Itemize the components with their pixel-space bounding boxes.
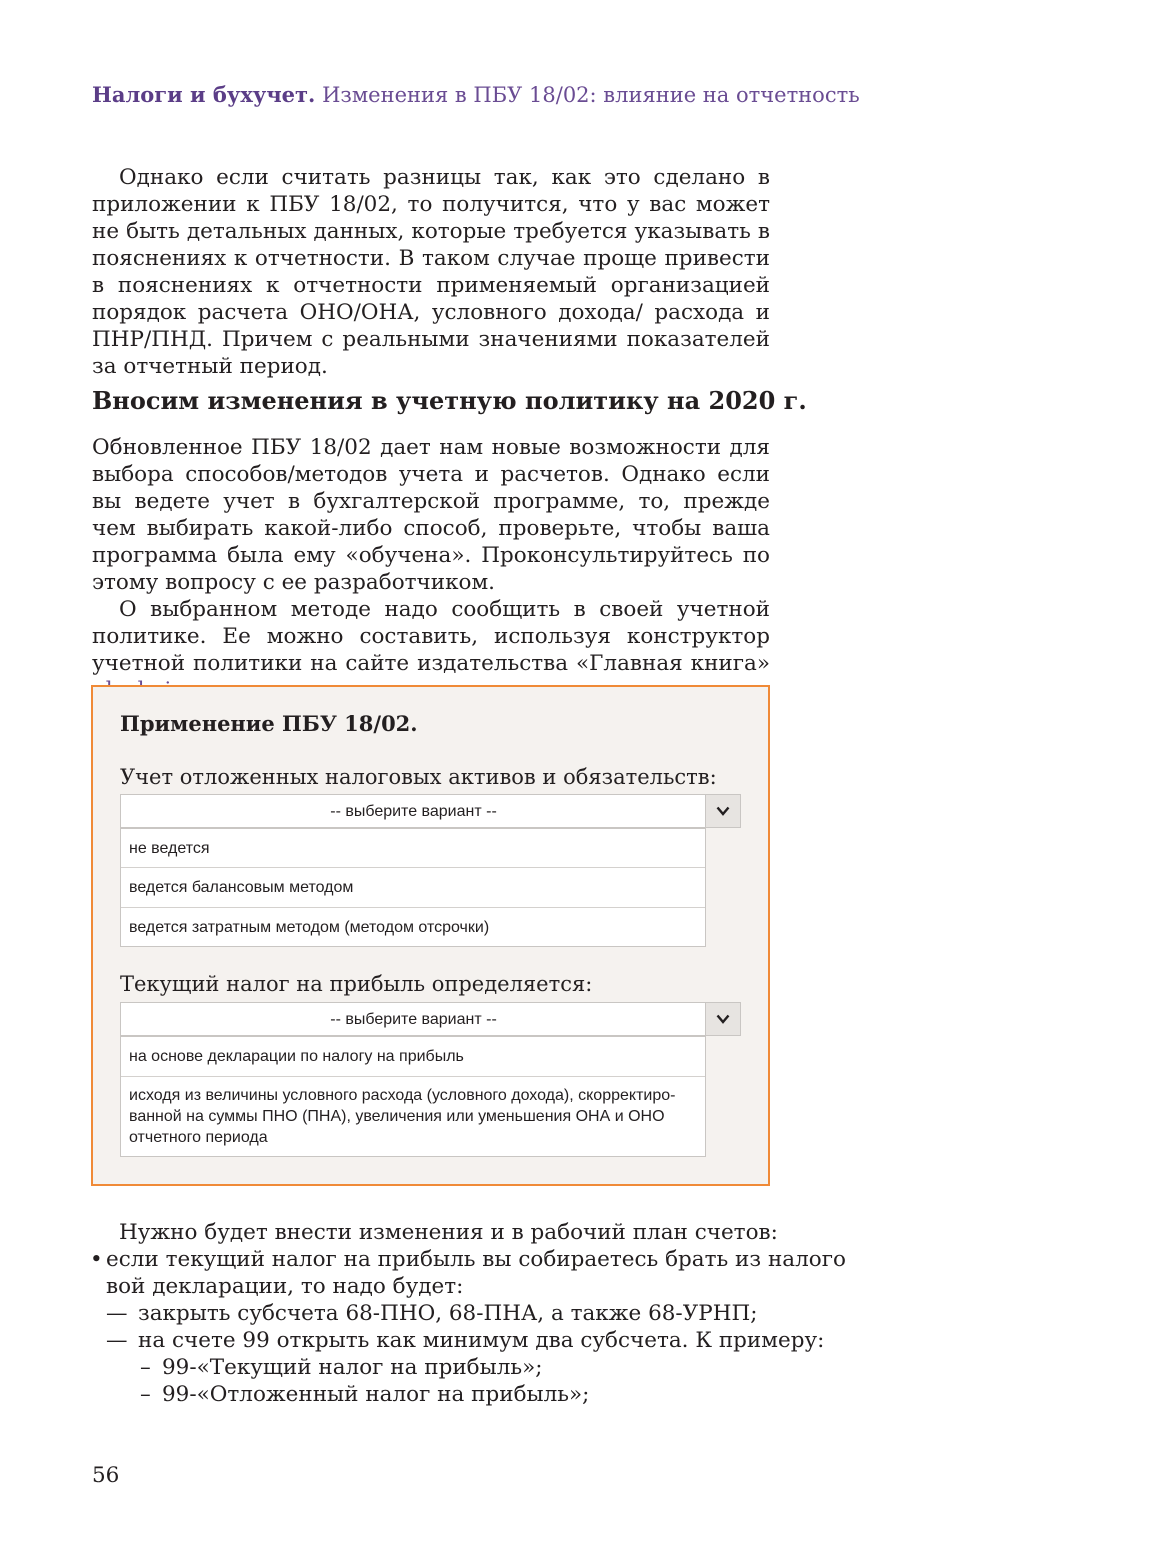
select-placeholder: -- выберите вариант --: [330, 803, 497, 820]
list-item-text: 99-«Отложенный налог на прибыль»;: [162, 1382, 590, 1407]
list-item-text: если текущий налог на прибыль вы собираетесь брать из налого: [106, 1247, 846, 1272]
running-head-title: Изменения в ПБУ 18/02: влияние на отчетность: [322, 83, 860, 107]
field2-label: Текущий налог на прибыль определяется:: [120, 972, 593, 996]
en-dash-marker: –: [140, 1355, 151, 1380]
running-head: [92, 82, 860, 107]
paragraph-text: О выбранном методе надо сообщить в своей учетной политике. Ее можно составить, используя конструктор учетной политики на сайте издательства «Главная книга»: [92, 597, 770, 676]
list-item-continuation: вой декларации, то надо будет:: [106, 1274, 464, 1299]
page-number: 56: [92, 1463, 120, 1488]
deferred-tax-options: [120, 828, 706, 947]
option-item[interactable]: на основе декларации по налогу на прибыль: [129, 1048, 464, 1065]
sub-list-item: [92, 1381, 770, 1408]
option-item[interactable]: не ведется: [129, 839, 210, 857]
chevron-down-icon: [716, 1014, 730, 1024]
list-item-text: 99-«Текущий налог на прибыль»;: [162, 1355, 543, 1380]
list-item: [92, 1300, 770, 1327]
pbu-form-panel: [91, 685, 770, 1186]
dash-marker: —: [106, 1328, 128, 1353]
list-item: [92, 1327, 825, 1354]
option-item[interactable]: ведется балансовым методом: [121, 867, 705, 907]
policy-paragraphs: [92, 434, 770, 704]
section-heading: Вносим изменения в учетную политику на 2020 г.: [92, 386, 807, 415]
intro-paragraph: [92, 164, 770, 380]
current-tax-options: [120, 1036, 706, 1157]
sub-list-item: [92, 1354, 770, 1381]
list-item-text: закрыть субсчета 68-ПНО, 68-ПНА, а также 68-УРНП;: [138, 1301, 758, 1326]
running-head-section: Налоги и бухучет.: [92, 82, 316, 107]
en-dash-marker: –: [140, 1382, 151, 1407]
option-item[interactable]: исходя из величины условного расхода (условного дохода), скорректированной на суммы ПНО (ПНА), увеличения или уменьшения ОНА и ОНО отчетного периода: [121, 1076, 705, 1156]
deferred-tax-select[interactable]: [120, 794, 741, 828]
chevron-down-icon: [716, 806, 730, 816]
list-item: [90, 1246, 846, 1273]
list-intro: Нужно будет внести изменения и в рабочий план счетов:: [119, 1220, 778, 1245]
dash-marker: —: [106, 1301, 128, 1326]
select-placeholder: -- выберите вариант --: [330, 1011, 497, 1028]
chart-of-accounts-list: [90, 1219, 846, 1408]
paragraph-text: Однако если считать разницы так, как это сделано в приложении к ПБУ 18/02, то получится, что у вас может не быть детальных данных, которые требуется указывать в пояснениях к отчетности. В таком случае проще привести в пояснениях к отчетности применяемый организацией порядок расчета ОНО/ОНА, условного дохода/ расхода и ПНР/ПНД. Причем с реальными значениями показателей за отчетный период.: [92, 165, 770, 379]
dropdown-button[interactable]: [705, 794, 741, 828]
paragraph-text: Обновленное ПБУ 18/02 дает нам новые возможности для выбора способов/методов учета и расчетов. Однако если вы ведете учет в бухгалтерской программе, то, прежде чем выбирать какой-либо способ, проверьте, чтобы ваша программа была ему «обучена». Проконсультируйтесь по этому вопросу с ее разработчиком.: [92, 435, 770, 595]
list-item-text: на счете 99 открыть как минимум два субсчета. К примеру:: [138, 1328, 825, 1353]
panel-title: Применение ПБУ 18/02.: [120, 711, 418, 736]
bullet-marker: •: [90, 1247, 103, 1272]
option-item[interactable]: ведется затратным методом (методом отсрочки): [121, 907, 705, 946]
dropdown-button[interactable]: [705, 1002, 741, 1036]
current-tax-select[interactable]: [120, 1002, 741, 1036]
field1-label: Учет отложенных налоговых активов и обязательств:: [120, 765, 717, 789]
